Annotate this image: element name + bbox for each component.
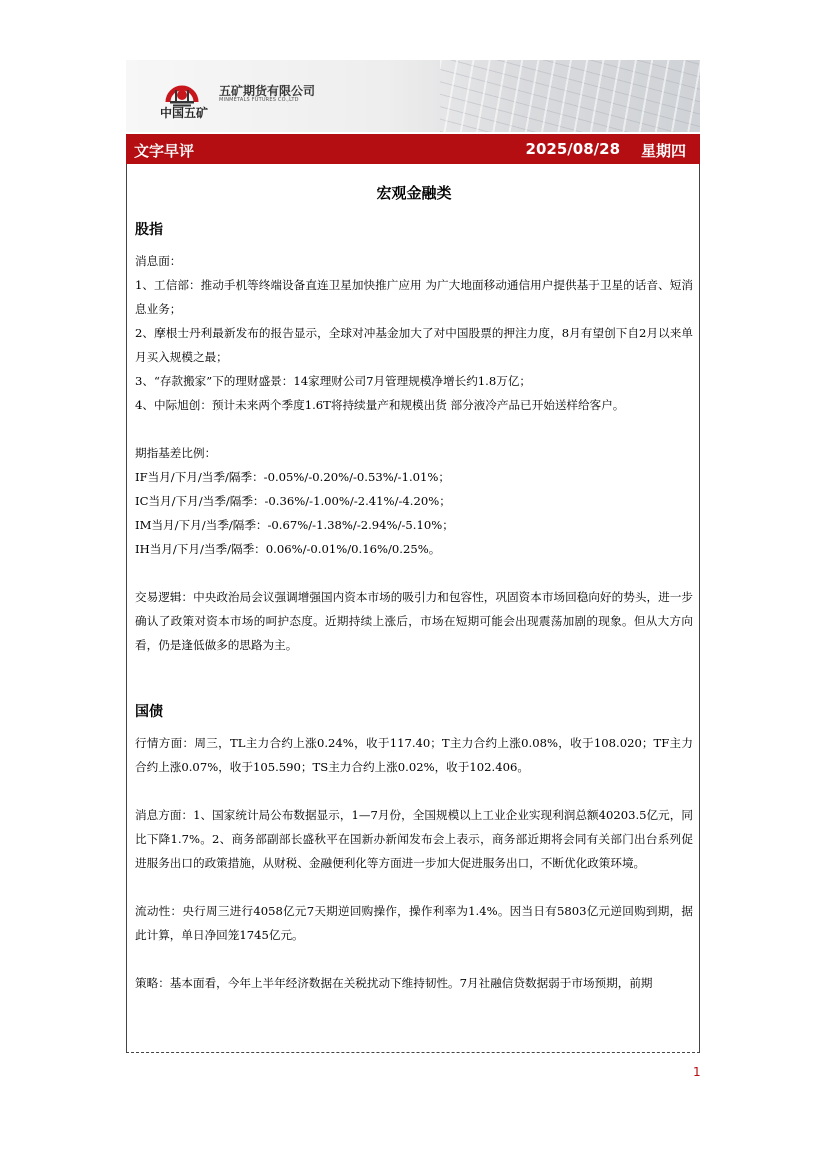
page-number: 1: [693, 1065, 701, 1079]
report-weekday: 星期四: [640, 142, 686, 160]
trading-logic: 交易逻辑：中央政治局会议强调增强国内资本市场的吸引力和包容性，巩固资本市场回稳向好的势头，进一步确认了政策对资本市场的呵护态度。近期持续上涨后，市场在短期可能会出现震荡加剧的现象。但从大方向看，仍是逢低做多的思路为主。: [135, 590, 693, 652]
basis-label: 期指基差比例：: [135, 446, 217, 460]
treasury-liquidity: 流动性：央行周三进行4058亿元7天期逆回购操作，操作利率为1.4%。因当日有5803亿元逆回购到期，据此计算，单日净回笼1745亿元。: [135, 904, 693, 942]
header-banner: [126, 60, 700, 132]
stock-index-heading: 股指: [135, 222, 163, 238]
logo-text: 中国五矿: [159, 106, 208, 120]
company-name-cn: 五矿期货有限公司: [219, 84, 316, 98]
basis-row-if: IF当月/下月/当季/隔季：-0.05%/-0.20%/-0.53%/-1.01%；: [135, 470, 450, 484]
minmetals-logo-icon: [164, 72, 200, 108]
basis-row-im: IM当月/下月/当季/隔季：-0.67%/-1.38%/-2.94%/-5.10%；: [135, 518, 454, 532]
news-item: 4、中际旭创：预计未来两个季度1.6T将持续量产和规模出货 部分液冷产品已开始送样给客户。: [135, 398, 625, 412]
basis-row-ih: IH当月/下月/当季/隔季：0.06%/-0.01%/0.16%/0.25%。: [135, 542, 441, 556]
basis-row-ic: IC当月/下月/当季/隔季：-0.36%/-1.00%/-2.41%/-4.20%；: [135, 494, 451, 508]
news-item: 2、摩根士丹利最新发布的报告显示，全球对冲基金加大了对中国股票的押注力度，8月有望创下自2月以来单月买入规模之最；: [135, 326, 693, 364]
treasury-strategy: 策略：基本面看，今年上半年经济数据在关税扰动下维持韧性。7月社融信贷数据弱于市场预期，前期: [135, 976, 653, 990]
section-title: 宏观金融类: [376, 184, 452, 202]
company-name-en: MINMETALS FUTURES CO.,LTD: [219, 97, 299, 103]
report-type: 文字早评: [134, 142, 195, 160]
title-bar: [126, 134, 700, 164]
report-content: [126, 164, 700, 1053]
report-date: 2025/08/28: [525, 140, 620, 158]
treasury-heading: 国债: [135, 704, 163, 720]
treasury-news: 消息方面：1、国家统计局公布数据显示，1—7月份，全国规模以上工业企业实现利润总额40203.5亿元，同比下降1.7%。2、商务部副部长盛秋平在国新办新闻发布会上表示，商务部近期将会同有关部门出台系列促进服务出口的政策措施，从财税、金融便利化等方面进一步加大促进服务出口，不断优化政策环境。: [135, 808, 693, 870]
news-label: 消息面：: [135, 254, 182, 268]
news-item: 3、“存款搬家”下的理财盛景：14家理财公司7月管理规模净增长约1.8万亿；: [135, 374, 532, 388]
treasury-market: 行情方面：周三，TL主力合约上涨0.24%，收于117.40；T主力合约上涨0.08%，收于108.020；TF主力合约上涨0.07%，收于105.590；TS主力合约上涨0.02%，收于102.406。: [135, 736, 693, 774]
news-item: 1、工信部：推动手机等终端设备直连卫星加快推广应用 为广大地面移动通信用户提供基于卫星的话音、短消息业务；: [135, 278, 693, 316]
banner-background-pattern: [440, 60, 700, 132]
